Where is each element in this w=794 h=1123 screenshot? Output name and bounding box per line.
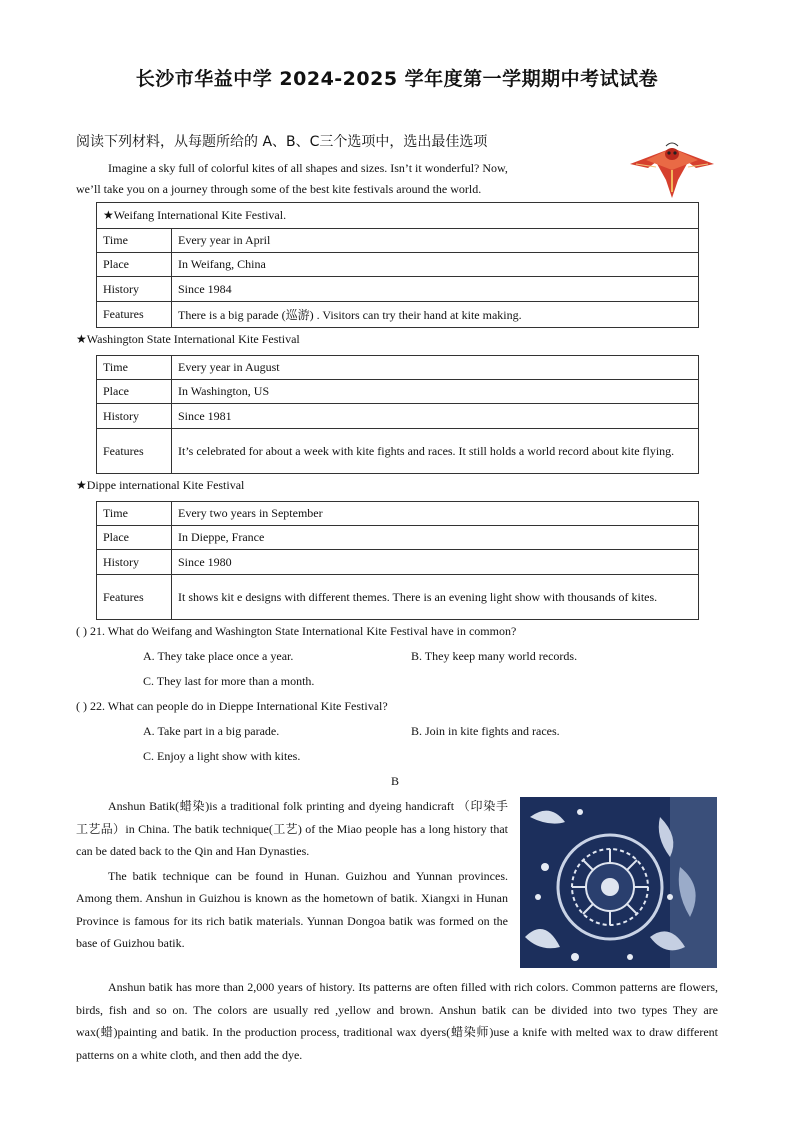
festival-heading-washington: ★Washington State International Kite Festival	[76, 332, 300, 346]
instruction: 阅读下列材料，从每题所给的 A、B、C三个选项中，选出最佳选项	[76, 134, 488, 150]
row-key: History	[97, 404, 172, 429]
passage-b-full-width	[76, 976, 718, 1066]
passage-b-left-column	[76, 795, 508, 955]
row-value: There is a big parade (巡游) . Visitors can try their hand at kite making.	[172, 302, 699, 328]
intro-line-1: Imagine a sky full of colorful kites of all shapes and sizes. Isn’t it wonderful? Now,	[108, 161, 508, 175]
row-key: Time	[97, 229, 172, 253]
row-value: Every year in April	[172, 229, 699, 253]
row-value: In Weifang, China	[172, 253, 699, 277]
question-22-stem: ( ) 22. What can people do in Dieppe International Kite Festival?	[76, 699, 388, 713]
row-value: It’s celebrated for about a week with kite fights and races. It still holds a world record about kite flying.	[172, 429, 699, 474]
question-22-option-b[interactable]: B. Join in kite fights and races.	[411, 724, 560, 738]
question-21-option-b[interactable]: B. They keep many world records.	[411, 649, 578, 663]
exam-title: 长沙市华益中学 2024-2025 学年度第一学期期中考试试卷	[135, 68, 659, 90]
festival-table-weifang	[96, 202, 699, 328]
question-22-option-c[interactable]: C. Enjoy a light show with kites.	[143, 749, 301, 763]
section-b-label: B	[391, 774, 400, 788]
question-21-stem: ( ) 21. What do Weifang and Washington State International Kite Festival have in common?	[76, 624, 517, 638]
row-key: Features	[97, 575, 172, 620]
festival-table-dieppe	[96, 501, 699, 620]
batik-image	[520, 797, 717, 968]
row-key: Time	[97, 356, 172, 380]
kite-image	[626, 140, 718, 200]
passage-b-paragraph-1: Anshun Batik(蜡染)is a traditional folk printing and dyeing handicraft （印染手工艺品）in China. The batik technique(工艺) of the Miao people has a long history that can be dated back to the Qin and Han Dynasties.	[76, 799, 508, 858]
row-value: It shows kit e designs with different themes. There is an evening light show with thousands of kites.	[172, 575, 699, 620]
row-value: In Washington, US	[172, 380, 699, 404]
passage-b-paragraph-2: The batik technique can be found in Hunan. Guizhou and Yunnan provinces. Among them. Anshun in Guizhou is known as the hometown of batik. Xiangxi in Hunan Province is famous for its rich batik materials. Yunnan Dongoa batik was formed on the base of Guizhou batik.	[76, 868, 508, 950]
row-value: Since 1980	[172, 550, 699, 575]
row-key: History	[97, 550, 172, 575]
row-key: Features	[97, 302, 172, 328]
question-22-option-a[interactable]: A. Take part in a big parade.	[143, 724, 280, 738]
row-value: Since 1984	[172, 277, 699, 302]
passage-b-paragraph-3: Anshun batik has more than 2,000 years of history. Its patterns are often filled with rich colors. Common patterns are flowers, birds, fish and so on. The colors are usually red ,yellow and brown. Anshun batik can be divided into two types They are wax(蜡)painting and batik. In the production process, traditional wax dyers(蜡染师)use a knife with melted wax to draw different patterns on a white cloth, and then add the dye.	[76, 980, 718, 1062]
festival-heading-dieppe: ★Dippe international Kite Festival	[76, 478, 245, 492]
row-key: Features	[97, 429, 172, 474]
intro-paragraph	[76, 158, 624, 200]
row-key: History	[97, 277, 172, 302]
row-key: Place	[97, 253, 172, 277]
intro-line-2: we’ll take you on a journey through some of the best kite festivals around the world.	[76, 182, 482, 196]
row-value: In Dieppe, France	[172, 526, 699, 550]
row-value: Since 1981	[172, 404, 699, 429]
row-value: Every two years in September	[172, 502, 699, 526]
festival-heading: ★Weifang International Kite Festival.	[97, 203, 699, 229]
festival-table-washington	[96, 355, 699, 474]
question-21-option-c[interactable]: C. They last for more than a month.	[143, 674, 315, 688]
row-key: Place	[97, 380, 172, 404]
question-21-option-a[interactable]: A. They take place once a year.	[143, 649, 294, 663]
row-key: Time	[97, 502, 172, 526]
row-value: Every year in August	[172, 356, 699, 380]
row-key: Place	[97, 526, 172, 550]
